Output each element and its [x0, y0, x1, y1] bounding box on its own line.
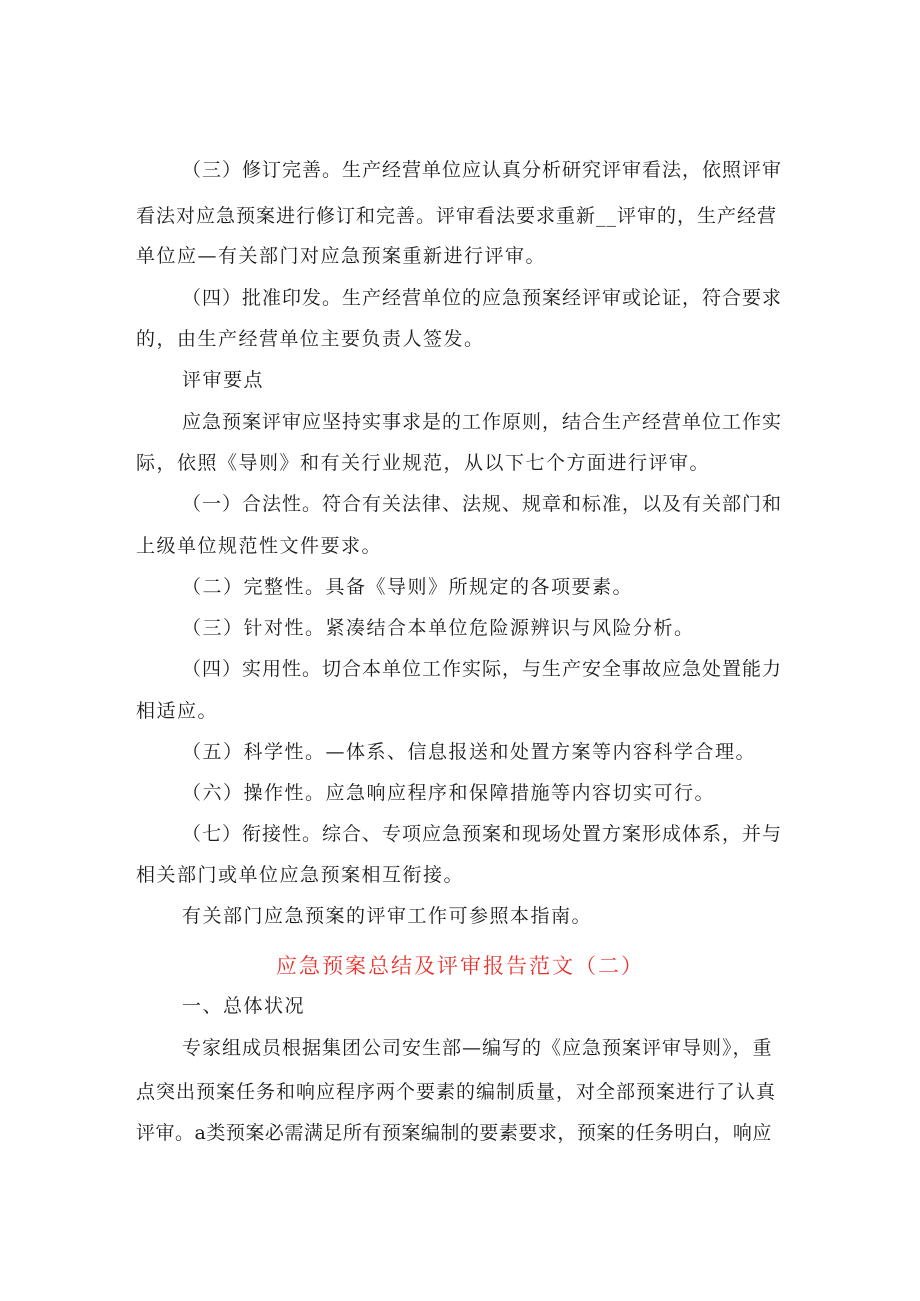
paragraph-line: 单位应—有关部门对应急预案重新进行评审。: [136, 245, 547, 267]
paragraph-line: 有关部门应急预案的评审工作可参照本指南。: [182, 905, 593, 927]
paragraph-line: 应急预案评审应坚持实事求是的工作原则，结合生产经营单位工作实: [182, 411, 783, 433]
paragraph-line: 评审。a类预案必需满足所有预案编制的要素要求，预案的任务明白，响应: [136, 1122, 772, 1144]
section-title: 应急预案总结及评审报告范文（二）: [276, 954, 644, 978]
paragraph-line: 相适应。: [136, 700, 219, 722]
paragraph-line: （五）科学性。—体系、信息报送和处置方案等内容科学合理。: [182, 741, 757, 763]
paragraph-line: （四）批准印发。生产经营单位的应急预案经评审或论证，符合要求: [182, 287, 783, 309]
paragraph-line: 看法对应急预案进行修订和完善。评审看法要求重新__评审的，生产经营: [136, 205, 778, 227]
paragraph-line: （三）针对性。紧凑结合本单位危险源辨识与风险分析。: [182, 617, 695, 639]
paragraph-line: （二）完整性。具备《导则》所规定的各项要素。: [182, 576, 634, 598]
paragraph-line: 上级单位规范性文件要求。: [136, 535, 383, 557]
paragraph-line: （四）实用性。切合本单位工作实际，与生产安全事故应急处置能力: [182, 658, 783, 680]
paragraph-line: 点突出预案任务和响应程序两个要素的编制质量，对全部预案进行了认真: [136, 1081, 777, 1103]
paragraph-line: 相关部门或单位应急预案相互衔接。: [136, 864, 465, 886]
paragraph-line: 际，依照《导则》和有关行业规范，从以下七个方面进行评审。: [136, 452, 711, 474]
section-heading: 一、总体状况: [182, 995, 306, 1017]
paragraph-line: 专家组成员根据集团公司安生部—编写的《应急预案评审导则》，重: [182, 1037, 773, 1059]
paragraph-line: 的，由生产经营单位主要负责人签发。: [136, 328, 485, 350]
paragraph-line: （一）合法性。符合有关法律、法规、规章和标准，以及有关部门和: [182, 493, 783, 515]
section-heading: 评审要点: [182, 369, 265, 391]
paragraph-line: （七）衔接性。综合、专项应急预案和现场处置方案形成体系，并与: [182, 823, 783, 845]
paragraph-line: （六）操作性。应急响应程序和保障措施等内容切实可行。: [182, 782, 716, 804]
paragraph-line: （三）修订完善。生产经营单位应认真分析研究评审看法，依照评审: [182, 159, 783, 181]
